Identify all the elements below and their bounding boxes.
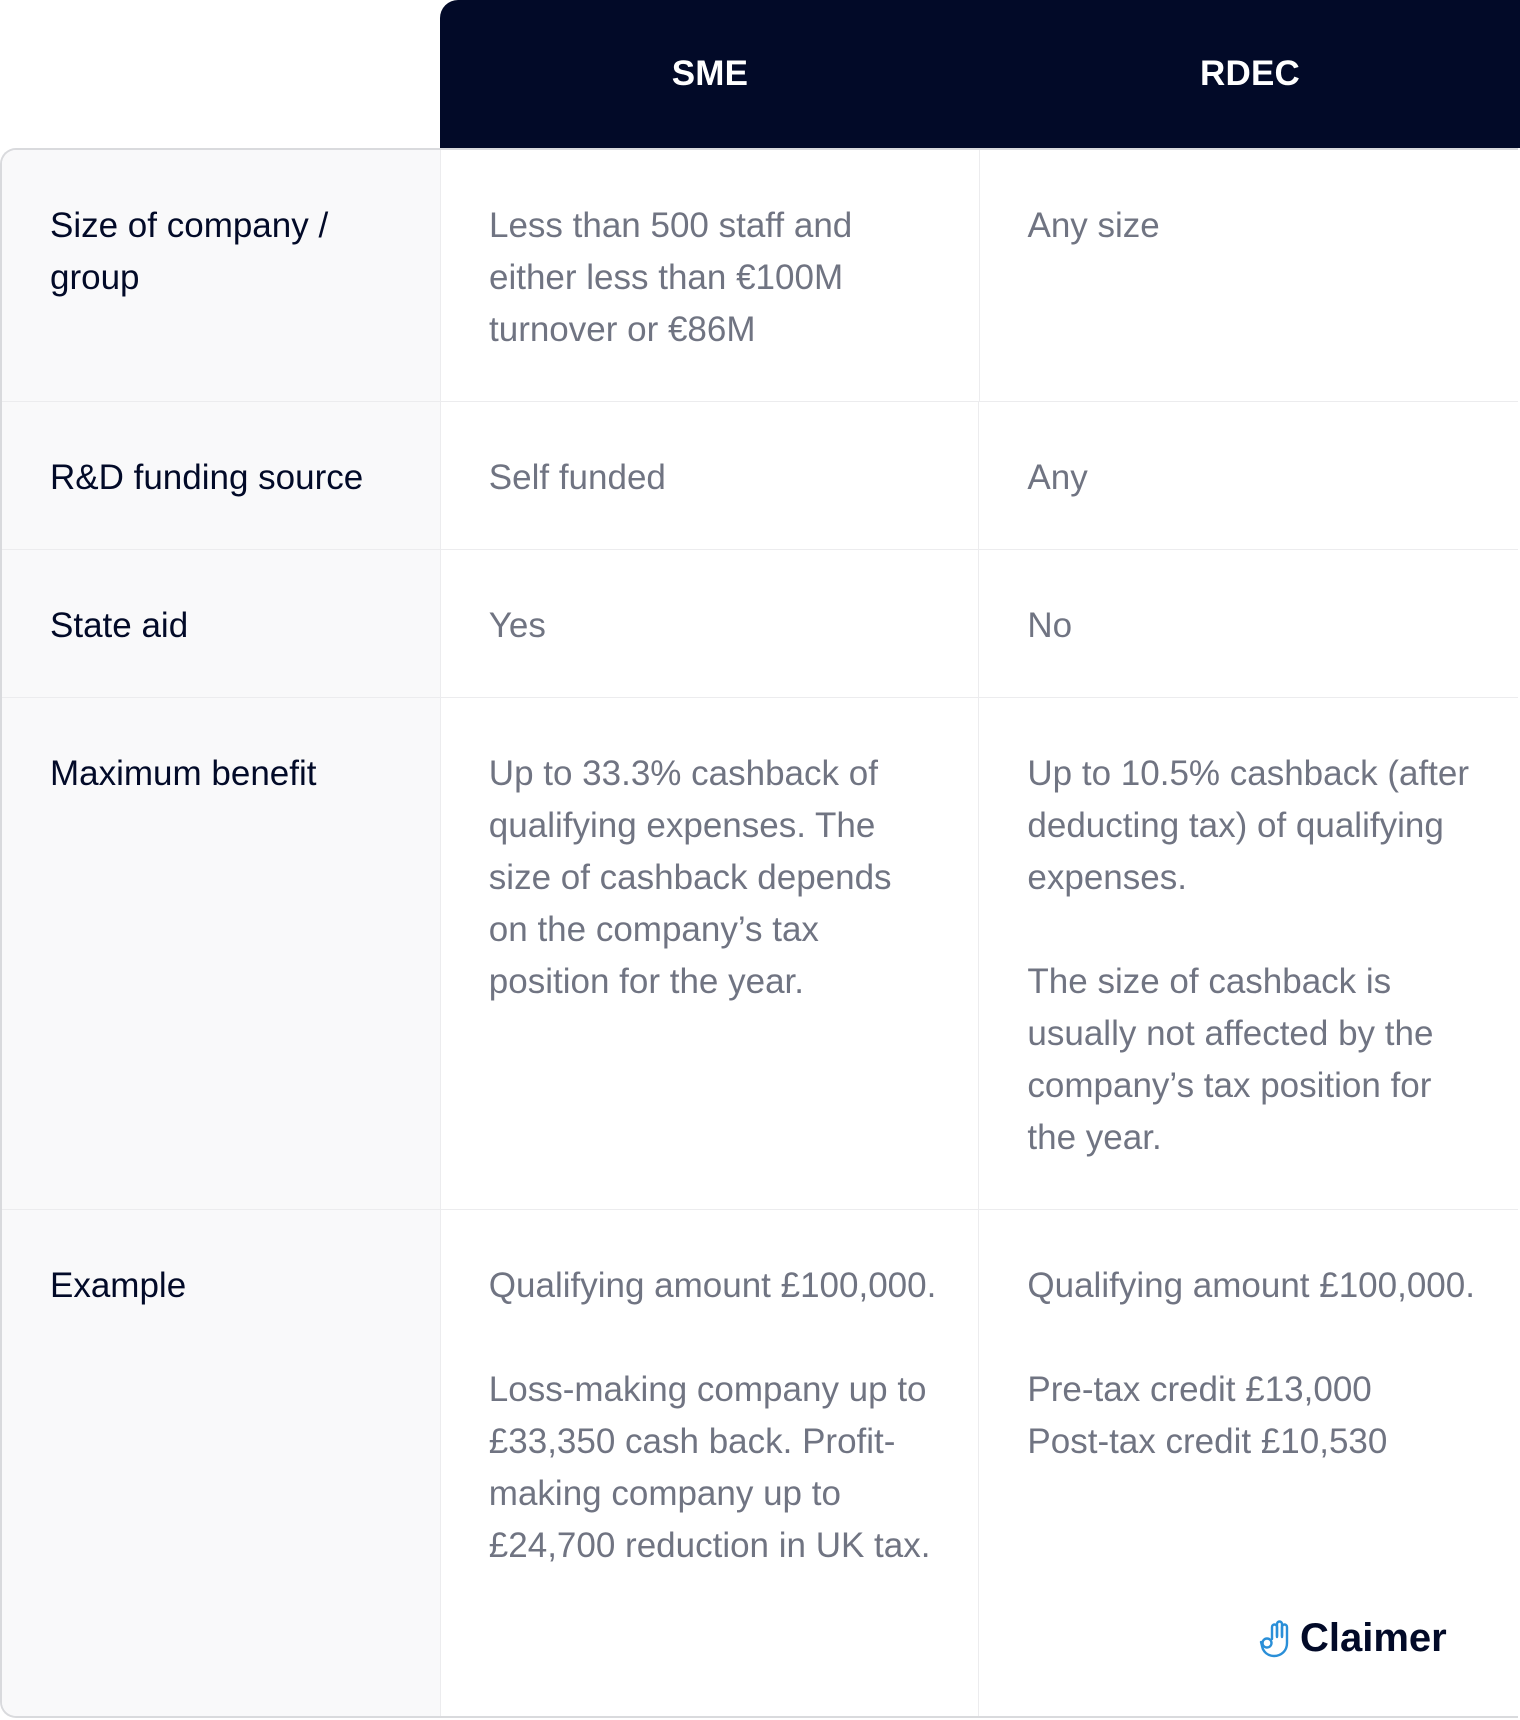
rdec-value: Qualifying amount £100,000. Pre-tax credit £13,000 Post-tax credit £10,530 [1027, 1266, 1475, 1461]
rdec-value: Any size [1027, 206, 1160, 245]
row-label: Example [2, 1210, 441, 1718]
comparison-table [0, 148, 1518, 1718]
sme-value: Up to 33.3% cashback of qualifying expenses. The size of cashback depends on the company’s tax position for the year. [441, 698, 980, 1209]
table-row [2, 698, 1518, 1210]
sme-value: Less than 500 staff and either less than €100M turnover or €86M [441, 150, 980, 401]
claimer-logo [1258, 1616, 1447, 1661]
rdec-value: No [1027, 606, 1073, 645]
table-row [2, 550, 1518, 698]
sme-value: Self funded [441, 402, 980, 549]
rdec-value: Any [1027, 458, 1088, 497]
row-label: Size of company / group [2, 150, 441, 401]
table-row [2, 150, 1518, 402]
row-label: State aid [2, 550, 441, 697]
row-label: Maximum benefit [2, 698, 441, 1209]
row-label: R&D funding source [2, 402, 441, 549]
rdec-value: Up to 10.5% cashback (after deducting tax) of qualifying expenses. The size of cashback is usually not affected by the company’s tax position for the year. [1027, 754, 1470, 1157]
table-header [440, 0, 1520, 148]
brand-name: Claimer [1300, 1616, 1447, 1660]
sme-value: Yes [441, 550, 980, 697]
table-row [2, 402, 1518, 550]
sme-value: Qualifying amount £100,000. Loss-making company up to £33,350 cash back. Profit-making company up to £24,700 reduction in UK tax. [441, 1210, 980, 1718]
column-header-rdec: RDEC [1200, 54, 1300, 93]
column-header-sme: SME [671, 54, 749, 93]
ok-hand-icon [1258, 1619, 1294, 1659]
